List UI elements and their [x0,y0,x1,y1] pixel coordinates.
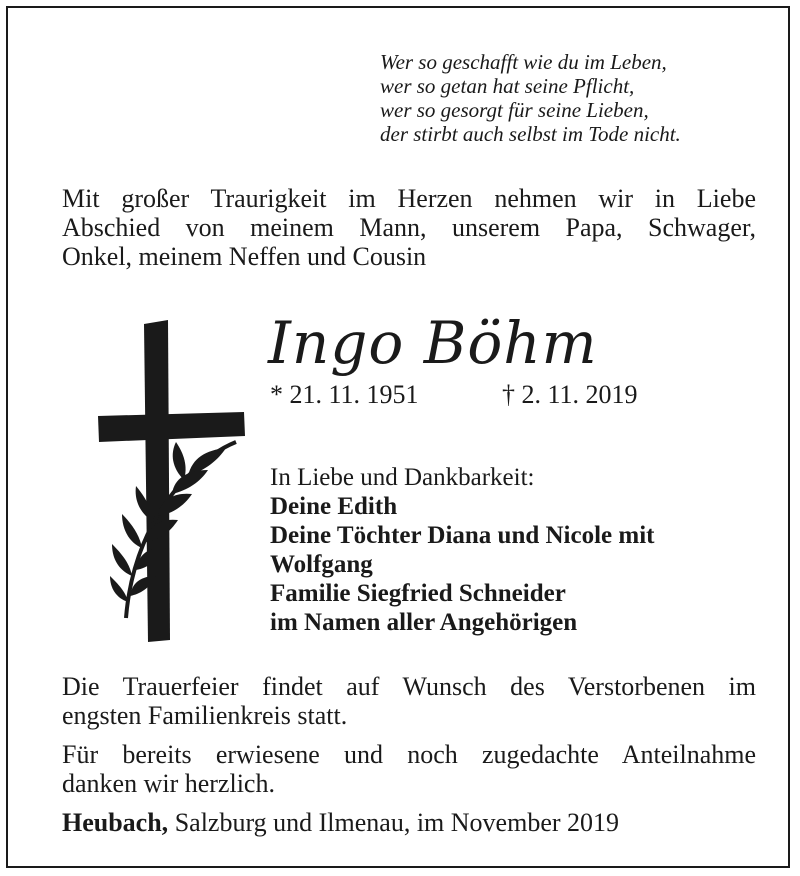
mourners-block [270,463,760,637]
intro-line: Mit großer Traurigkeit im Herzen nehmen wir in Liebe [62,184,756,213]
obituary-frame [6,6,790,868]
gratitude-line: danken wir herzlich. [62,769,275,798]
gratitude-line: Für bereits erwiesene und noch zugedachte Anteilnahme [62,740,756,769]
poem [380,50,780,146]
intro-text [62,184,756,271]
place-rest: Salzburg und Ilmenau, im November 2019 [168,808,620,837]
deceased-name: Ingo Böhm [268,309,598,377]
poem-line: Wer so geschafft wie du im Leben, [380,50,667,74]
life-dates [270,380,638,410]
poem-line: wer so getan hat seine Pflicht, [380,74,635,98]
poem-line: wer so gesorgt für seine Lieben, [380,98,649,122]
mourner-line: Deine Edith [270,493,398,520]
mourner-line: Deine Töchter Diana und Nicole mit [270,522,655,549]
mourner-line: Familie Siegfried Schneider [270,580,566,607]
birth-date: * 21. 11. 1951 [270,380,419,409]
thanks-heading: In Liebe und Dankbarkeit: [270,464,535,491]
funeral-line: Die Trauerfeier findet auf Wunsch des Verstorbenen im [62,672,756,701]
intro-line: Abschied von meinem Mann, unserem Papa, Schwager, [62,213,756,242]
intro-line: Onkel, meinem Neffen und Cousin [62,242,427,271]
mourner-line: Wolfgang [270,551,373,578]
closing-text [62,672,756,837]
cross-with-palm-icon [96,318,246,648]
death-date: † 2. 11. 2019 [502,380,638,409]
funeral-line: engsten Familienkreis statt. [62,701,348,730]
place-date-line [62,808,756,837]
poem-line: der stirbt auch selbst im Tode nicht. [380,122,681,146]
mourner-line: im Namen aller Angehörigen [270,609,578,636]
place-bold: Heubach, [62,808,169,837]
